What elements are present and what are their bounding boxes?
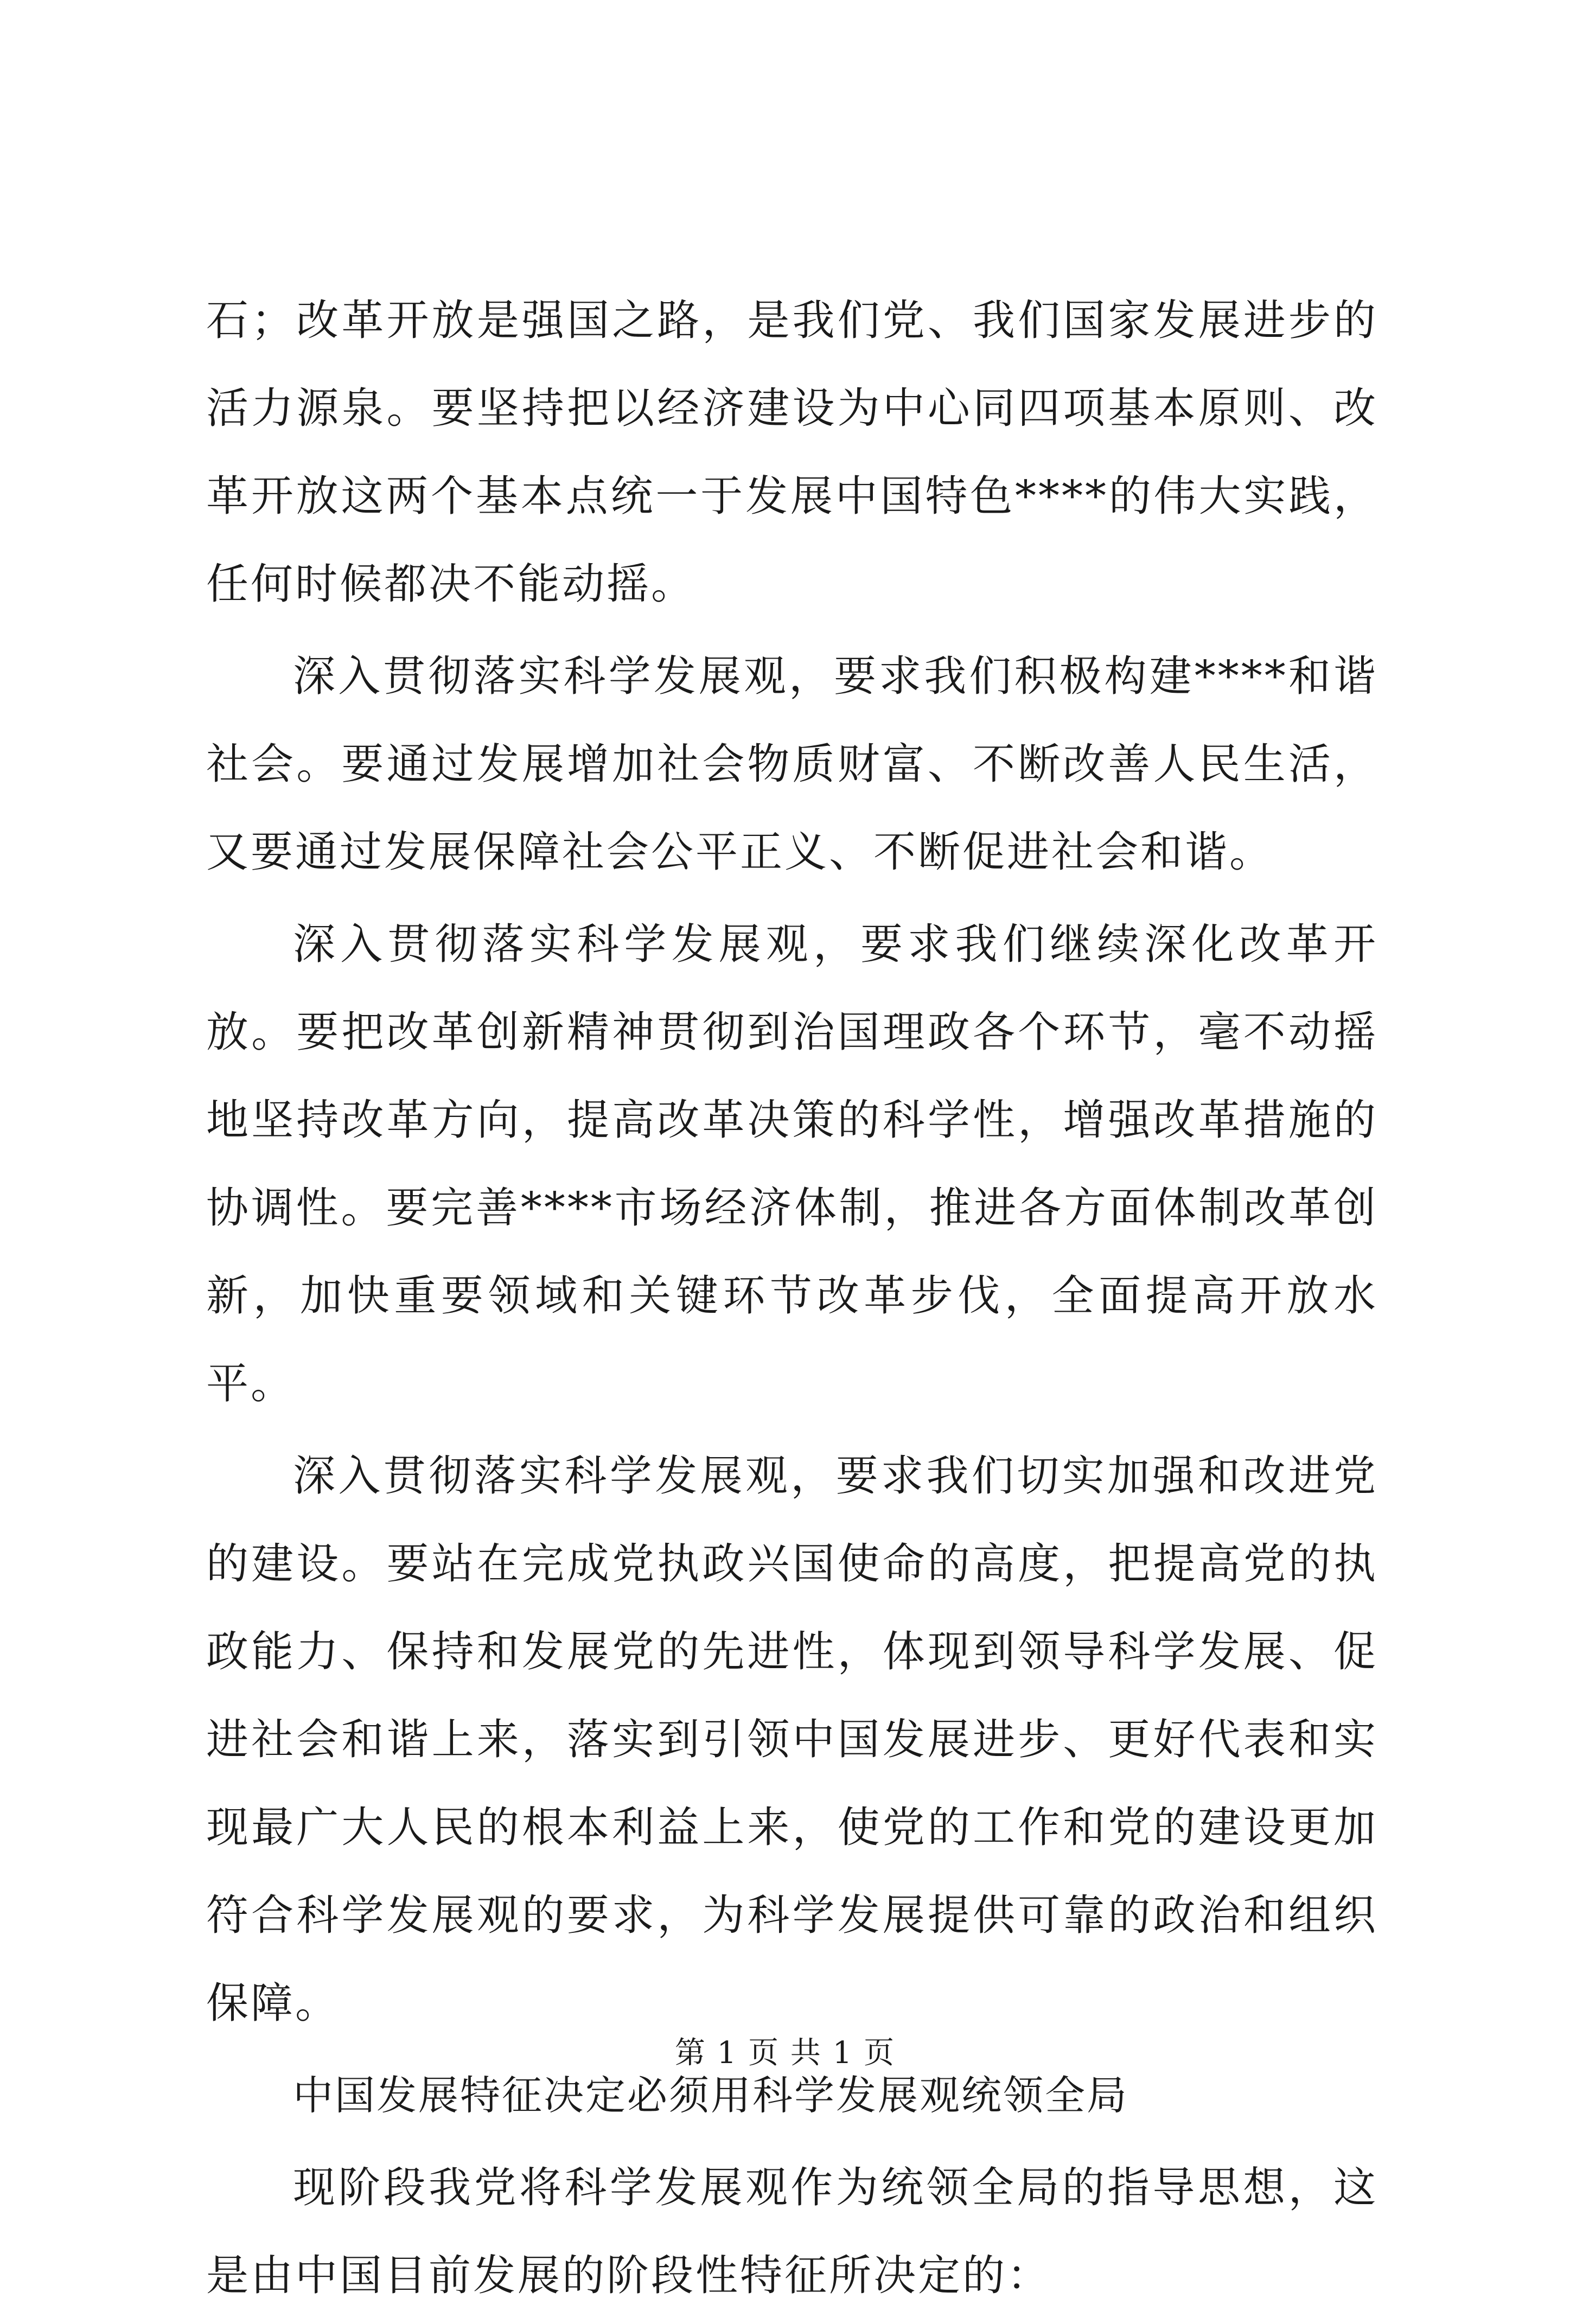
document-body: [206, 277, 1378, 2324]
paragraph-party-building: 深入贯彻落实科学发展观，要求我们切实加强和改进党的建设。要站在完成党执政兴国使命的高度，把提高党的执政能力、保持和发展党的先进性，体现到领导科学发展、促进社会和谐上来，落实到引领中国发展进步、更好代表和实现最广大人民的根本利益上来，使党的工作和党的建设更加符合科学发展观的要求，为科学发展提供可靠的政治和组织保障。: [206, 1452, 1378, 2028]
section-heading: 中国发展特征决定必须用科学发展观统领全局: [293, 2072, 1128, 2119]
page-number-footer: 第 1 页 共 1 页: [674, 2035, 896, 2071]
paragraph-reform-opening: 深入贯彻落实科学发展观，要求我们继续深化改革开放。要把改革创新精神贯彻到治国理政各个环节，毫不动摇地坚持改革方向，提高改革决策的科学性，增强改革措施的协调性。要完善****市场经济体制，推进各方面体制改革创新，加快重要领域和关键环节改革步伐，全面提高开放水平。: [206, 920, 1378, 1408]
paragraph-continuation: 石；改革开放是强国之路，是我们党、我们国家发展进步的活力源泉。要坚持把以经济建设为中心同四项基本原则、改革开放这两个基本点统一于发展中国特色****的伟大实践，任何时候都决不能动摇。: [206, 296, 1378, 609]
paragraph-closing: 现阶段我党将科学发展观作为统领全局的指导思想，这是由中国目前发展的阶段性特征所决定的：: [206, 2163, 1378, 2300]
paragraph-harmonious-society: 深入贯彻落实科学发展观，要求我们积极构建****和谐社会。要通过发展增加社会物质财富、不断改善人民生活，又要通过发展保障社会公平正义、不断促进社会和谐。: [206, 652, 1378, 877]
